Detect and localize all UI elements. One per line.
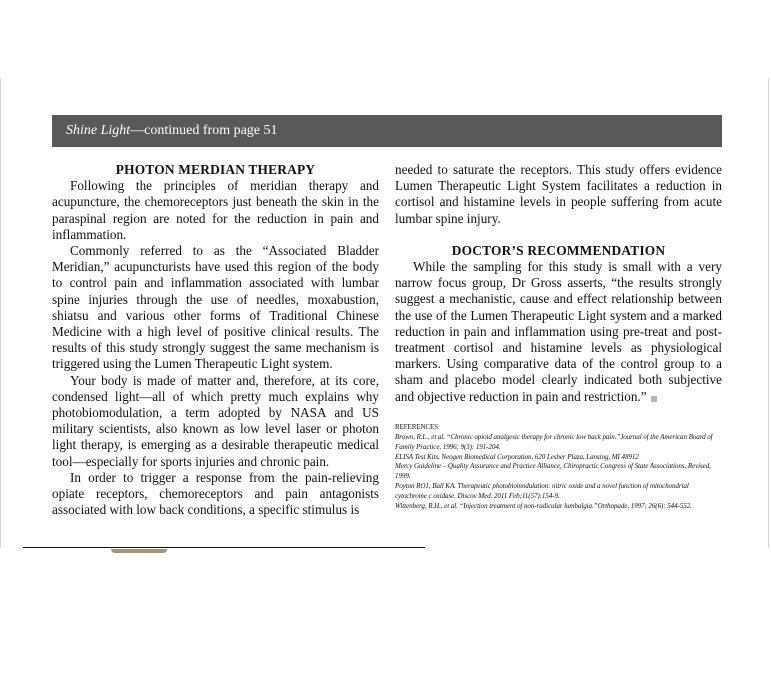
section-heading-doctors-recommendation: DOCTOR’S RECOMMENDATION [451, 242, 666, 258]
end-of-article-mark [651, 396, 657, 402]
reference-item: ELISA Test Kits, Neogen Biomedical Corporation, 620 Lesher Plaza, Lansing, MI 48912 [395, 452, 639, 461]
paragraph-continuation: needed to saturate the receptors. This study offers evidence Lumen Therapeutic Light System facilitates a reduction in cortisol and histamine levels in people suffering from acute lumbar spine injury. [395, 162, 722, 226]
reference-item: Wittenberg, R.H., et al. “Injection treatment of non-radicular lumbalgia.”Orthopade, 1997; 26(6): 544-552. [395, 502, 692, 511]
partial-image [111, 549, 167, 553]
section-heading-photon-meridian: PHOTON MERDIAN THERAPY [115, 162, 316, 177]
continued-header-bar [52, 115, 722, 147]
header-title: Shine Light [66, 123, 131, 138]
reference-item: Brown, R.L., et al. “Chronic opioid analgesic therapy for chronic low back pain.”Journal of the American Board of Family Practice, 1996; 9(3): 191-204. [395, 432, 713, 451]
reference-item: Poyton RO1, Ball KA. Therapeutic photobiomodulation: nitric oxide and a novel function of mitochondrial cytochrome c oxidase. Discov Med. 2011 Feb;11(57):154-9. [395, 482, 689, 501]
reference-item: Mercy Guideline – Quality Assurance and Practice Alliance, Chiropractic Congress of State Associations, Revised, 1999. [395, 462, 711, 481]
paragraph: Following the principles of meridian therapy and acupuncture, the chemoreceptors just beneath the skin in the paraspinal region are noted for the reduction in pain and inflammation. [52, 178, 379, 242]
paragraph: Your body is made of matter and, therefore, at its core, condensed light—all of which pretty much explains why photobiomodulation, a term adopted by NASA and US military scientists, also known as low level laser or photon light therapy, is emerging as a desirable therapeutic medical tool—especially for sports injuries and chronic pain. [52, 372, 379, 469]
right-column [395, 162, 722, 512]
paragraph: In order to trigger a response from the pain-relieving opiate receptors, chemoreceptors and pain antagonists associated with low back conditions, a specific stimulus is [52, 469, 379, 518]
recommendation-text: While the sampling for this study is small with a very narrow focus group, Dr Gross asserts, “the results strongly suggest a mechanistic, cause and effect relationship between the use of the Lumen Therapeutic Light system and a marked reduction in pain and inflammation using pre-treat and post-treatment cortisol and histamine levels as physiological markers. Using comparative data of the control group to a sham and placebo model clearly indicated both subjective and objective reduction in pain and restriction.” [395, 259, 722, 404]
left-column [52, 162, 379, 518]
header-continued-text: —continued from page 51 [130, 123, 278, 138]
references-heading: REFERENCES [395, 422, 438, 431]
page-edge-left [0, 78, 1, 548]
references-list [395, 423, 722, 512]
paragraph: Commonly referred to as the “Associated Bladder Meridian,” acupuncturists have used this region of the body to control pain and inflammation associated with lumbar spine injuries through the use of needles, moxabustion, shiatsu and various other forms of Traditional Chinese Medicine with a high level of positive clinical results. The results of this study strongly suggest the same mechanism is triggered using the Lumen Therapeutic Light system. [52, 243, 379, 372]
page-edge-right [768, 78, 769, 548]
paragraph [395, 259, 722, 405]
next-article-frame [23, 547, 425, 588]
